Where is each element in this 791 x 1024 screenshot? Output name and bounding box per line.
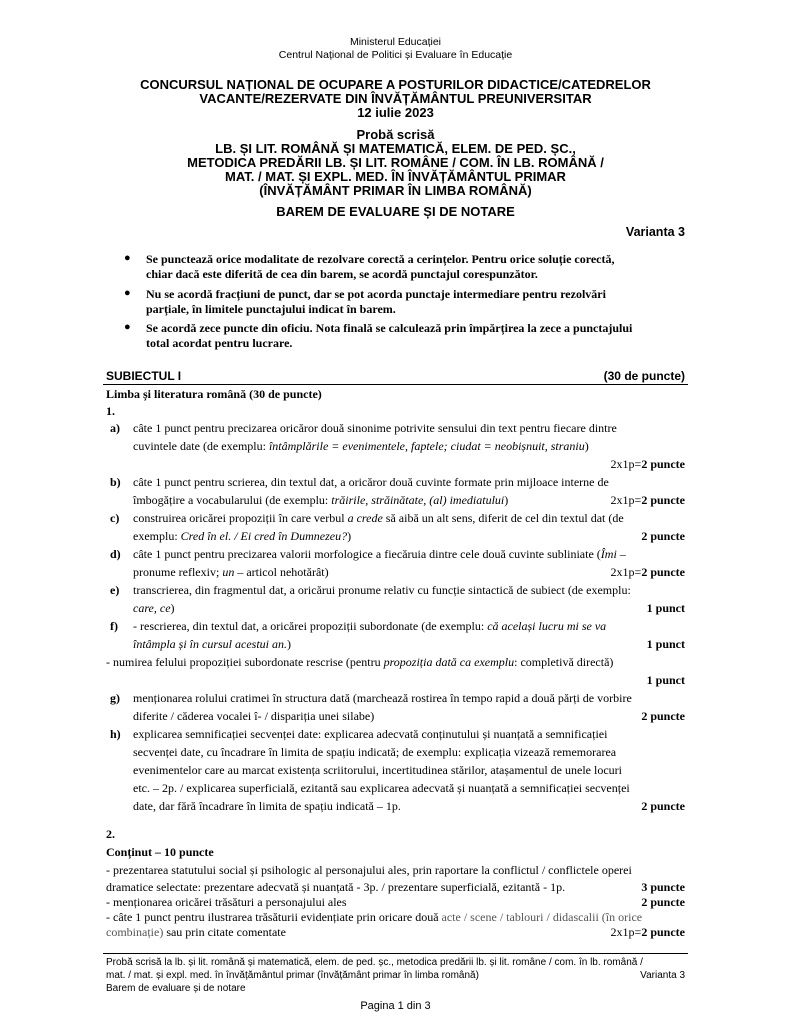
item-b-points: 2x1p=2 puncte [610,493,685,507]
bullet-icon: ● [124,252,131,264]
item-h-line5: date, dar fără încadrare în limita de spațiu indicată – 1p. [133,799,401,813]
item-label-c: c) [110,511,120,525]
barem-title: BAREM DE EVALUARE ȘI DE NOTARE [276,204,515,219]
divider [103,384,688,385]
content-line3: - menționarea oricărei trăsături a personajului ales [106,895,347,909]
footer-variant: Varianta 3 [640,970,685,981]
item-label-e: e) [110,583,120,597]
subject-name: SUBIECTUL I [106,369,182,383]
rule-1b: chiar dacă este diferită de cea din barem, se acordă punctajul corespunzător. [146,267,538,281]
rule-3a: Se acordă zece puncte din oficiu. Nota finală se calculează prin împărțirea la zece a punctajului [146,321,633,335]
item-f-line2: întâmpla și în cursul acestui an.) [133,637,291,651]
item-a-line2: cuvintele date (de exemplu: întâmplările = evenimentele, faptele; ciudat = neobișnuit, straniu) [133,439,589,453]
item-label-f: f) [110,619,118,633]
ministry-name: Ministerul Educației [349,36,442,48]
subject-line1: LB. ȘI LIT. ROMÂNĂ ȘI MATEMATICĂ, ELEM. DE PED. ȘC., [215,141,576,156]
item-f-line3: - numirea felului propoziției subordonate rescrise (pentru propoziția dată ca exemplu: completivă directă) [106,655,614,669]
question-number: 2. [106,827,115,841]
item-d-line1: câte 1 punct pentru precizarea valorii morfologice a fiecăruia dintre cele două cuvinte subliniate (Îmi – [133,547,626,561]
item-c-points: 2 puncte [641,529,685,543]
bullet-icon: ● [124,287,131,299]
rule-2b: parțiale, în limitele punctajului indicat în barem. [146,302,396,316]
exam-title-line1: CONCURSUL NAȚIONAL DE OCUPARE A POSTURILOR DIDACTICE/CATEDRELOR [140,77,651,92]
item-b-line1: câte 1 punct pentru scrierea, din textul dat, a oricăror două cuvinte formate prin mijloace interne de [133,475,609,489]
item-h-points: 2 puncte [641,799,685,813]
content-line4: - câte 1 punct pentru ilustrarea trăsăturii evidențiate prin oricare două acte / scene / tablouri / didascalii (în orice [106,910,643,924]
content-points-1: 3 puncte [641,880,685,894]
item-label-h: h) [110,727,121,741]
item-a-points: 2x1p=2 puncte [610,457,685,471]
item-label-b: b) [110,475,121,489]
section-title: Limba și literatura română (30 de puncte) [106,387,322,401]
exam-title-line2: VACANTE/REZERVATE DIN ÎNVĂȚĂMÂNTUL PREUNIVERSITAR [199,91,592,106]
item-g-points: 2 puncte [641,709,685,723]
footer-divider [103,953,688,954]
rule-1a: Se punctează orice modalitate de rezolvare corectă a cerințelor. Pentru orice soluție corectă, [146,252,615,266]
item-e-line1: transcrierea, din fragmentul dat, a oricărui pronume relativ cu funcție sintactică de subiect (de exemplu: [133,583,631,597]
item-c-line1: construirea oricărei propoziții în care verbul a crede să aibă un alt sens, diferit de cel din textul dat (de [133,511,624,525]
footer-line3: Barem de evaluare și de notare [106,983,246,994]
content-points-2: 2 puncte [641,895,685,909]
item-label-a: a) [110,421,120,435]
item-h-line3: evenimentelor care au marcat existența scriitorului, incertitudinea stărilor, atașamentul de unele locuri [133,763,622,777]
item-e-line2: care, ce) [133,601,175,615]
item-d-points: 2x1p=2 puncte [610,565,685,579]
item-f3-points: 1 punct [646,673,685,687]
content-points-3: 2x1p=2 puncte [610,925,685,939]
item-h-line4: etc. – 2p. / explicarea superficială, ezitantă sau explicarea adecvată și nuanțată a semnificației secvenței [133,781,630,795]
content-line2: dramatice selectate: prezentare adecvată și nuanțată - 3p. / prezentare superficială, ezitantă - 1p. [106,880,566,894]
item-c-line2: exemplu: Cred în el. / Ei cred în Dumnezeu?) [133,529,352,543]
item-d-line2: pronume reflexiv; un – articol nehotărât) [133,565,329,579]
center-name: Centrul Național de Politici și Evaluare în Educație [278,49,513,61]
page-number: Pagina 1 din 3 [360,1000,431,1012]
item-e-points: 1 punct [646,601,685,615]
rule-2a: Nu se acordă fracțiuni de punct, dar se pot acorda punctaje intermediare pentru rezolvări [146,287,606,301]
subject-line2: METODICA PREDĂRII LB. ȘI LIT. ROMÂNE / COM. ÎN LB. ROMÂNĂ / [187,155,604,170]
item-f-line1: - rescrierea, din textul dat, a oricărei propoziții subordonate (de exemplu: că același lucru mi se va [133,619,607,633]
question-number: 1. [106,404,115,418]
content-heading: Conținut – 10 puncte [106,845,214,859]
item-g-line1: menționarea rolului cratimei în structura dată (marchează rostirea în tempo rapid a două părți de vorbire [133,691,632,705]
subject-points: (30 de puncte) [603,369,685,383]
content-line1: - prezentarea statutului social și psihologic al personajului ales, prin raportare la conflictul / conflictele operei [106,863,632,877]
content-line5: combinație) sau prin citate comentate [106,925,286,939]
subject-line3: MAT. / MAT. ȘI EXPL. MED. ÎN ÎNVĂȚĂMÂNTUL PRIMAR [225,169,566,184]
item-a-line1: câte 1 punct pentru precizarea oricăror două sinonime potrivite sensului din text pentru fiecare dintre [133,421,617,435]
footer-line2: mat. / mat. și expl. med. în învățământul primar (învățământ primar în limba română) [106,970,479,981]
item-f-points: 1 punct [646,637,685,651]
variant-label: Varianta 3 [625,225,685,239]
item-label-d: d) [110,547,121,561]
exam-date: 12 iulie 2023 [357,105,434,120]
proba-label: Probă scrisă [356,127,435,142]
bullet-icon: ● [124,321,131,333]
item-b-line2: îmbogățire a vocabularului (de exemplu: trăirile, străinătate, (al) imediatului) [133,493,509,507]
item-g-line2: diferite / căderea vocalei î- / dispariția unei silabe) [133,709,375,723]
item-h-line2: secvenței date, cu încadrare în limita de spațiu indicată; de exemplu: explicația vizează rememorarea [133,745,617,759]
footer-line1: Probă scrisă la lb. și lit. română și matematică, elem. de ped. șc., metodica predării lb. și lit. române / com. în lb. română / [106,957,643,968]
item-label-g: g) [110,691,120,705]
item-h-line1: explicarea semnificației secvenței date: explicarea adecvată conținutului și nuanțată a semnificației [133,727,608,741]
subject-line4: (ÎNVĂȚĂMÂNT PRIMAR ÎN LIMBA ROMÂNĂ) [259,183,532,198]
rule-3b: total acordat pentru lucrare. [146,336,293,350]
